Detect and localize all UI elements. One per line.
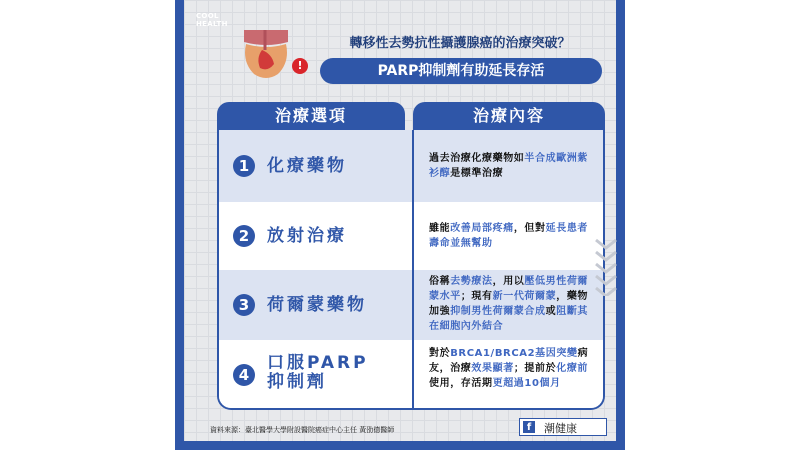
row-number: 2	[233, 225, 255, 247]
row-number: 1	[233, 155, 255, 177]
infographic-card	[175, 0, 625, 450]
page-subtitle: PARP抑制劑有助延長存活	[320, 58, 602, 84]
table-row	[219, 202, 603, 270]
table-row	[219, 270, 603, 340]
highlight-text: 更超過10個月	[492, 378, 561, 389]
brand-name: 潮健康	[544, 422, 577, 435]
body-text: 是標準治療	[450, 168, 504, 179]
treatment-table	[217, 130, 605, 410]
body-text: 病友，治療	[429, 348, 589, 374]
treatment-option: 化療藥物	[267, 156, 347, 176]
highlight-text: 延長患者壽命並無幫助	[429, 223, 589, 249]
body-text: 俗稱	[429, 276, 451, 287]
treatment-option: 放射治療	[267, 226, 347, 246]
highlight-text: 抑制男性荷爾蒙合成	[450, 306, 546, 317]
highlight-text: BRCA1/BRCA2基因突變	[450, 348, 578, 359]
treatment-option: 口服PARP 抑制劑	[267, 353, 369, 392]
prostate-illustration	[238, 28, 294, 84]
row-number: 3	[233, 294, 255, 316]
highlight-text: 效果顯著	[471, 363, 514, 374]
treatment-description	[429, 151, 597, 181]
highlight-text: 阻斷其在細胞內外結合	[429, 306, 589, 332]
body-text: ；現有	[460, 291, 493, 302]
card-background	[184, 0, 616, 441]
page-title: 轉移性去勢抗性攝護腺癌的治療突破？	[349, 36, 571, 51]
treatment-description	[429, 346, 597, 391]
highlight-text: 改善局部疼痛	[450, 223, 514, 234]
body-text: 過去治療化療藥物如	[429, 153, 525, 164]
body-text: ，但對	[513, 223, 546, 234]
body-text: 或	[545, 306, 557, 317]
treatment-description	[429, 274, 597, 334]
table-row	[219, 130, 603, 202]
column-divider	[412, 130, 414, 408]
body-text: ，用以	[492, 276, 525, 287]
highlight-text: 去勢療法	[450, 276, 493, 287]
body-text: ，藥物加強	[429, 291, 589, 317]
cool-health-logo: COOL HEALTH	[196, 12, 228, 28]
facebook-brand-badge[interactable]	[519, 418, 607, 436]
row-number: 4	[233, 364, 255, 386]
treatment-option: 荷爾蒙藥物	[267, 295, 367, 315]
facebook-icon: f	[523, 421, 535, 433]
treatment-description	[429, 221, 597, 251]
body-text: 雖能	[429, 223, 451, 234]
table-row	[219, 340, 603, 410]
body-text: 使用，存活期	[429, 378, 493, 389]
body-text: 對於	[429, 348, 451, 359]
column-header-content: 治療內容	[413, 102, 605, 130]
alert-icon: !	[292, 58, 308, 74]
source-citation: 資料來源：臺北醫學大學附設醫院癌症中心主任 黃劭德醫師	[210, 426, 395, 434]
highlight-text: 壓低男性荷爾蒙水平	[429, 276, 589, 302]
chevron-decoration-icon	[594, 236, 618, 296]
highlight-text: 新一代荷爾蒙	[492, 291, 557, 302]
column-header-options: 治療選項	[217, 102, 405, 130]
body-text: ；提前於	[513, 363, 557, 374]
highlight-text: 化療前	[556, 363, 589, 374]
highlight-text: 半合成歐洲紫衫醇	[429, 153, 589, 179]
